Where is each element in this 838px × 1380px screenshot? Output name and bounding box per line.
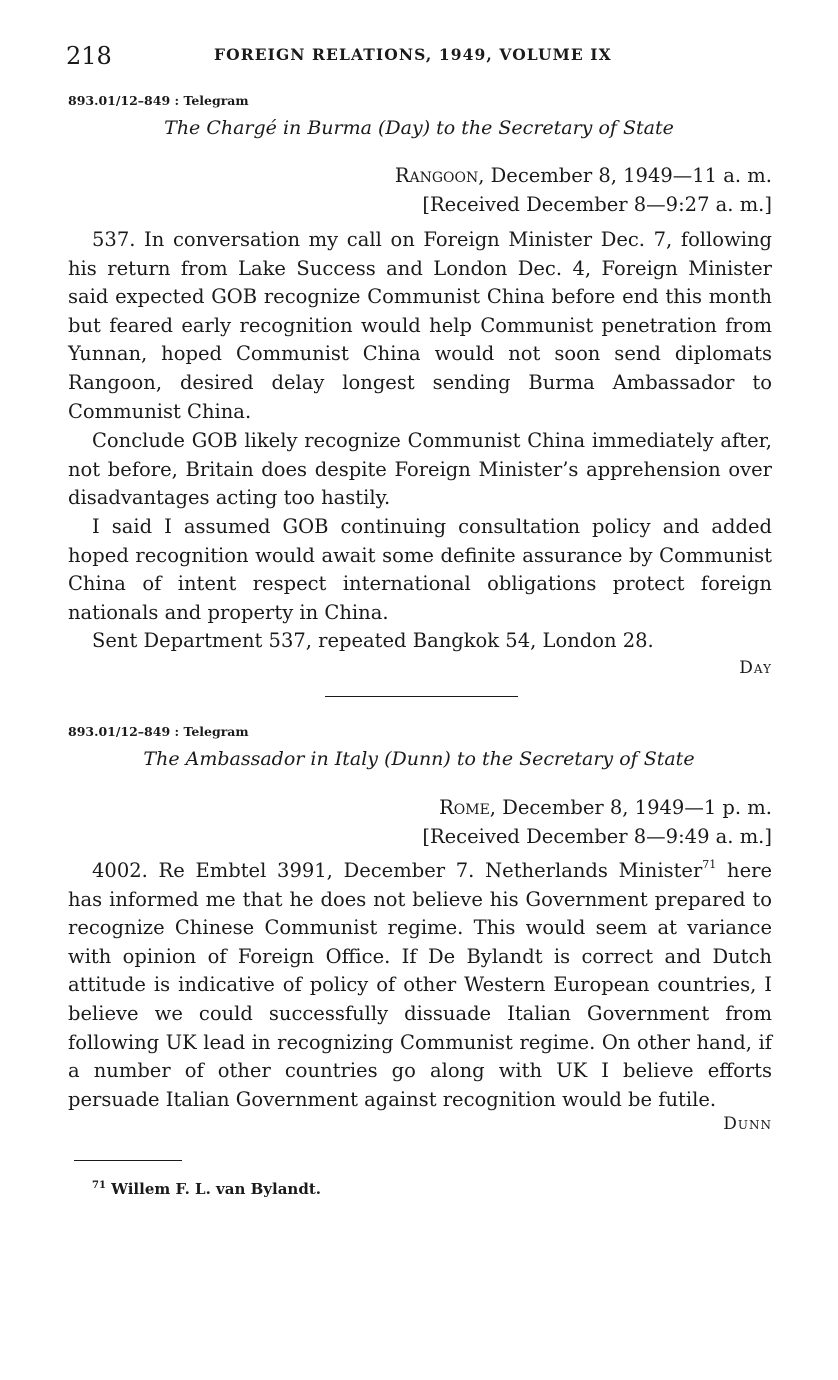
body-paragraph: 537. In conversation my call on Foreign Minister Dec. 7, following his return from Lake Success and London Dec. 4, Foreign Minister said expected GOB recognize Communist China before end this month but feared early recognition would help Communist penetration from Yunnan, hoped Communist China would not soon send diplomats Rangoon, desired delay longest sending Burma Ambassador to Communist China. (68, 228, 772, 423)
footnote (92, 1180, 321, 1198)
footnote-text: Willem F. L. van Bylandt. (111, 1180, 321, 1198)
dateline-place: Rangoon, (394, 164, 485, 187)
body-paragraph: Conclude GOB likely recognize Communist China immediately after, not before, Britain does despite Foreign Minister’s apprehension over disadvantages acting too hastily. (68, 429, 772, 510)
footnote-reference: 71 (702, 858, 717, 871)
body-paragraph: I said I assumed GOB continuing consultation policy and added hoped recognition would await some definite assurance by Communist China of intent respect international obligations protect foreign nationals and property in China. (68, 515, 772, 624)
body-paragraph: Sent Department 537, repeated Bangkok 54, London 28. (92, 629, 654, 652)
received-line: [Received December 8—9:27 a. m.] (422, 193, 772, 216)
dateline-place: Rome, (439, 796, 497, 819)
file-reference: 893.01/12–849 : Telegram (68, 93, 249, 108)
paragraph-text: here has informed me that he does not believe his Government prepared to recognize Chinese Communist regime. This would seem at variance with opinion of Foreign Office. If De Bylandt is correct and Dutch attitude is indicative of policy of other Western European countries, I believe we could successfully dissuade Italian Government from following UK lead in recognizing Communist regime. On other hand, if a number of other countries go along with UK I believe efforts persuade Italian Government against recognition would be futile. (68, 859, 772, 1111)
dateline-date: December 8, 1949—11 a. m. (484, 164, 772, 187)
received-line: [Received December 8—9:49 a. m.] (422, 825, 772, 848)
body-paragraph (68, 857, 772, 1114)
running-head: FOREIGN RELATIONS, 1949, VOLUME IX (214, 45, 612, 64)
paragraph-text: 4002. Re Embtel 3991, December 7. Netherlands Minister (92, 859, 703, 882)
section-divider (325, 696, 518, 697)
dateline (439, 796, 772, 819)
dateline (395, 164, 772, 187)
document-title: The Ambassador in Italy (Dunn) to the Secretary of State (143, 748, 695, 770)
signature: Dunn (723, 1114, 772, 1134)
footnote-marker: 71 (92, 1180, 106, 1191)
footnote-divider (74, 1160, 182, 1161)
file-reference: 893.01/12–849 : Telegram (68, 724, 249, 739)
page-number: 218 (66, 42, 112, 70)
document-title: The Chargé in Burma (Day) to the Secretary of State (164, 117, 674, 139)
dateline-date: December 8, 1949—1 p. m. (496, 796, 772, 819)
signature: Day (739, 658, 772, 678)
